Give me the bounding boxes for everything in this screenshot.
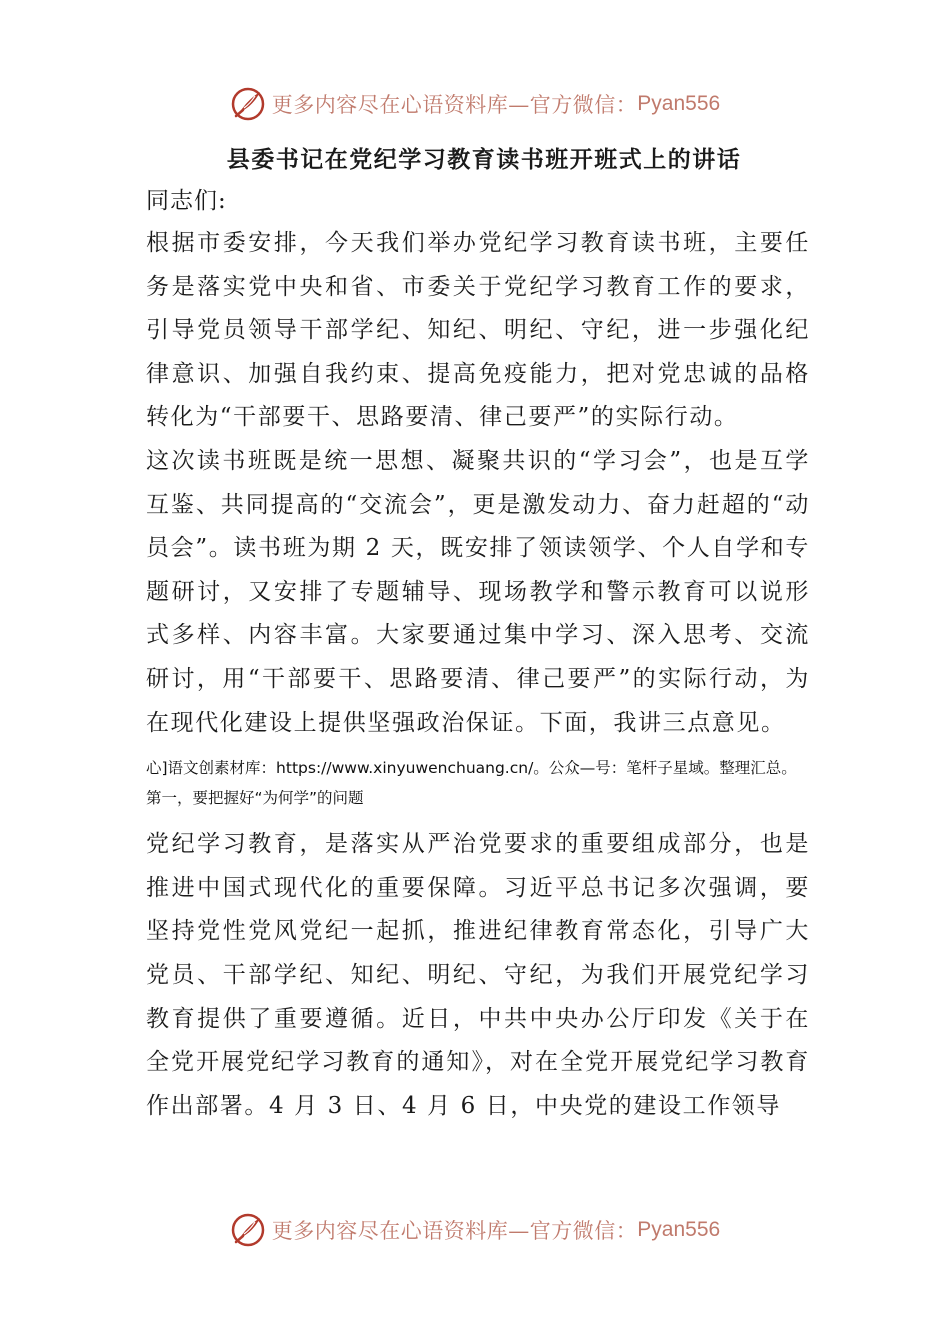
watermark-wechat-id: Pyan556 [637,92,721,115]
watermark-banner-top [0,84,950,124]
salutation: 同志们: [146,188,227,214]
paragraph-1: 根据市委安排，今天我们举办党纪学习教育读书班，主要任务是落实党中央和省、市委关于党纪学习教育工作的要求，引导党员领导干部学纪、知纪、明纪、守纪，进一步强化纪律意识、加强自我约束、提高免疫能力，把对党忠诚的品格转化为“干部要干、思路要清、律己要严”的实际行动。 [146,230,810,431]
paragraph-2: 这次读书班既是统一思想、凝聚共识的“学习会”，也是互学互鉴、共同提高的“交流会”，更是激发动力、奋力赶超的“动员会”。读书班为期 2 天，既安排了领读领学、个人自学和专题研讨，又安排了专题辅导、现场教学和警示教育可以说形式多样、内容丰富。大家要通过集中学习、深入思考、交流研讨，用“干部要干、思路要清、律己要严”的实际行动，为在现代化建设上提供坚强政治保证。下面，我讲三点意见。 [146,447,810,736]
quill-logo-icon [230,86,266,122]
quill-logo-icon [230,1212,266,1248]
paragraph-3: 党纪学习教育，是落实从严治党要求的重要组成部分，也是推进中国式现代化的重要保障。习近平总书记多次强调，要坚持党性党风党纪一起抓，推进纪律教育常态化，引导广大党员、干部学纪、知纪、明纪、守纪，为我们开展党纪学习教育提供了重要遵循。近日，中共中央办公厅印发《关于在全党开展党纪学习教育的通知》，对在全党开展党纪学习教育作出部署。4 月 3 日、4 月 6 日，中央党的建设工作领导 [146,831,810,1119]
watermark-banner-bottom [0,1210,950,1250]
watermark-text: 更多内容尽在心语资料库—官方微信： [271,93,638,117]
document-title: 县委书记在党纪学习教育读书班开班式上的讲话 [226,146,742,173]
watermark-text: 更多内容尽在心语资料库—官方微信： [271,1219,638,1243]
watermark-wechat-id: Pyan556 [637,1218,721,1241]
source-note: 心]语文创素材库：https://www.xinyuwenchuang.cn/。公众—号：笔杆子星域。整理汇总。第一，要把握好“为何学”的问题 [146,759,797,808]
document-body [146,140,810,1128]
